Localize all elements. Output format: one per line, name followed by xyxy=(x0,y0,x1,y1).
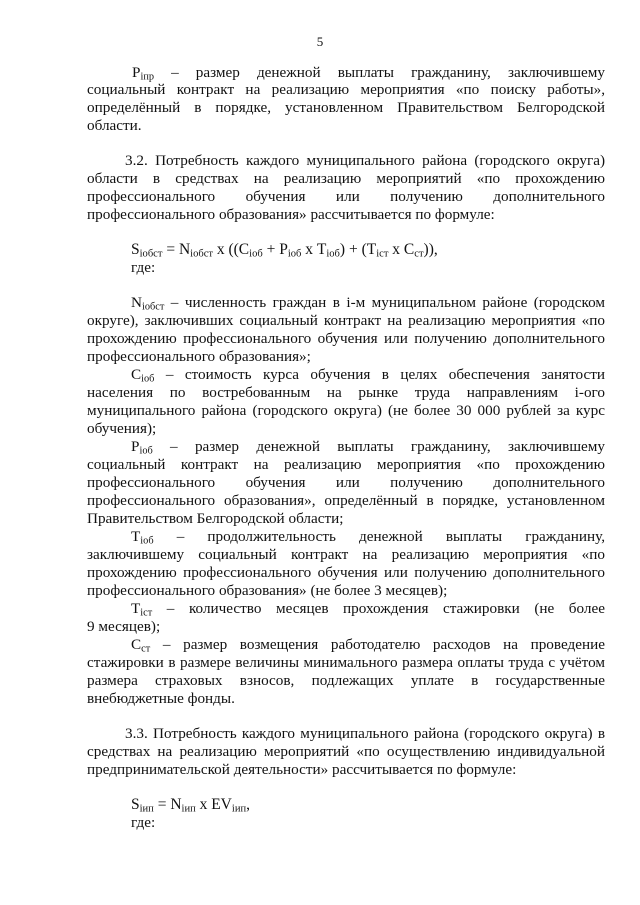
formula-3-3: $S_{iип} = N_{iип}$ x $EV_{iип}$, xyxy=(131,796,250,815)
text-line: средствах на реализацию мероприятий «по осуществлению индивидуальной xyxy=(87,743,605,760)
text-line: стажировки в размере величины минимального размера оплаты труда с учётом xyxy=(87,654,605,671)
text-line: профессионального образования» (не более 3 месяцев); xyxy=(87,582,448,599)
text-line: социальный контракт на реализацию мероприятия «по прохождению xyxy=(87,456,605,473)
text-line: $Т_{iоб}$ – продолжительность денежной выплаты гражданину, xyxy=(131,528,605,547)
text-line: определённый в порядке, установленном Правительством Белгородской xyxy=(87,99,605,116)
text-line: $Р_{iпр}$ – размер денежной выплаты гражданину, заключившему xyxy=(132,64,605,83)
text-line: прохождению профессионального обучения или получению дополнительного xyxy=(87,564,605,581)
text-line: где: xyxy=(131,814,156,831)
text-line: прохождению профессионального обучения или получению дополнительного xyxy=(87,330,605,347)
text-line: Правительством Белгородской области; xyxy=(87,510,344,527)
page-number: 5 xyxy=(316,34,324,49)
text-line: где: xyxy=(131,259,156,276)
text-line: 3.2. Потребность каждого муниципального района (городского округа) xyxy=(125,152,605,169)
text-line: предпринимательской деятельности» рассчитывается по формуле: xyxy=(87,761,517,778)
text-line: округе), заключивших социальный контракт на реализацию мероприятия «по xyxy=(87,312,605,329)
text-line: $С_{iоб}$ – стоимость курса обучения в целях обеспечения занятости xyxy=(131,366,605,385)
formula-3-2: $S_{iобст} = N_{iобст}$ x (($С_{iоб} + Р_{iоб}$ x $Т_{iоб}) + (Т_{iст}$ x $С_{ст}$)), xyxy=(131,241,438,260)
text-line: 3.3. Потребность каждого муниципального района (городского округа) в xyxy=(125,725,605,742)
text-line: области в средствах на реализацию мероприятий «по прохождению xyxy=(87,170,605,187)
text-line: профессионального образования»; xyxy=(87,348,311,365)
text-line: населения по востребованным на рынке труда направлениям i-ого xyxy=(87,384,605,401)
text-line: $Т_{iст}$ – количество месяцев прохождения стажировки (не более xyxy=(131,600,605,619)
text-line: внебюджетные фонды. xyxy=(87,690,235,707)
text-line: обучения); xyxy=(87,420,157,437)
text-line: $N_{iобст}$ – численность граждан в i-м муниципальном районе (городском xyxy=(131,294,605,313)
text-line: социальный контракт на реализацию мероприятия «по поиску работы», xyxy=(87,81,605,98)
text-line: профессионального обучения или получению дополнительного xyxy=(87,474,605,491)
text-line: профессионального образования» рассчитывается по формуле: xyxy=(87,206,495,223)
text-line: $С_{ст}$ – размер возмещения работодателю расходов на проведение xyxy=(131,636,605,655)
text-line: области. xyxy=(87,117,142,134)
text-line: профессионального образования», определённый в порядке, установленном xyxy=(87,492,605,509)
text-line: заключившему социальный контракт на реализацию мероприятия «по xyxy=(87,546,605,563)
text-line: $Р_{iоб}$ – размер денежной выплаты гражданину, заключившему xyxy=(131,438,605,457)
text-line: размера страховых взносов, подлежащих уплате в государственные xyxy=(87,672,605,689)
text-line: профессионального обучения или получению дополнительного xyxy=(87,188,605,205)
text-line: муниципального района (городского округа) (не более 30 000 рублей за курс xyxy=(87,402,605,419)
text-line: 9 месяцев); xyxy=(87,618,161,635)
